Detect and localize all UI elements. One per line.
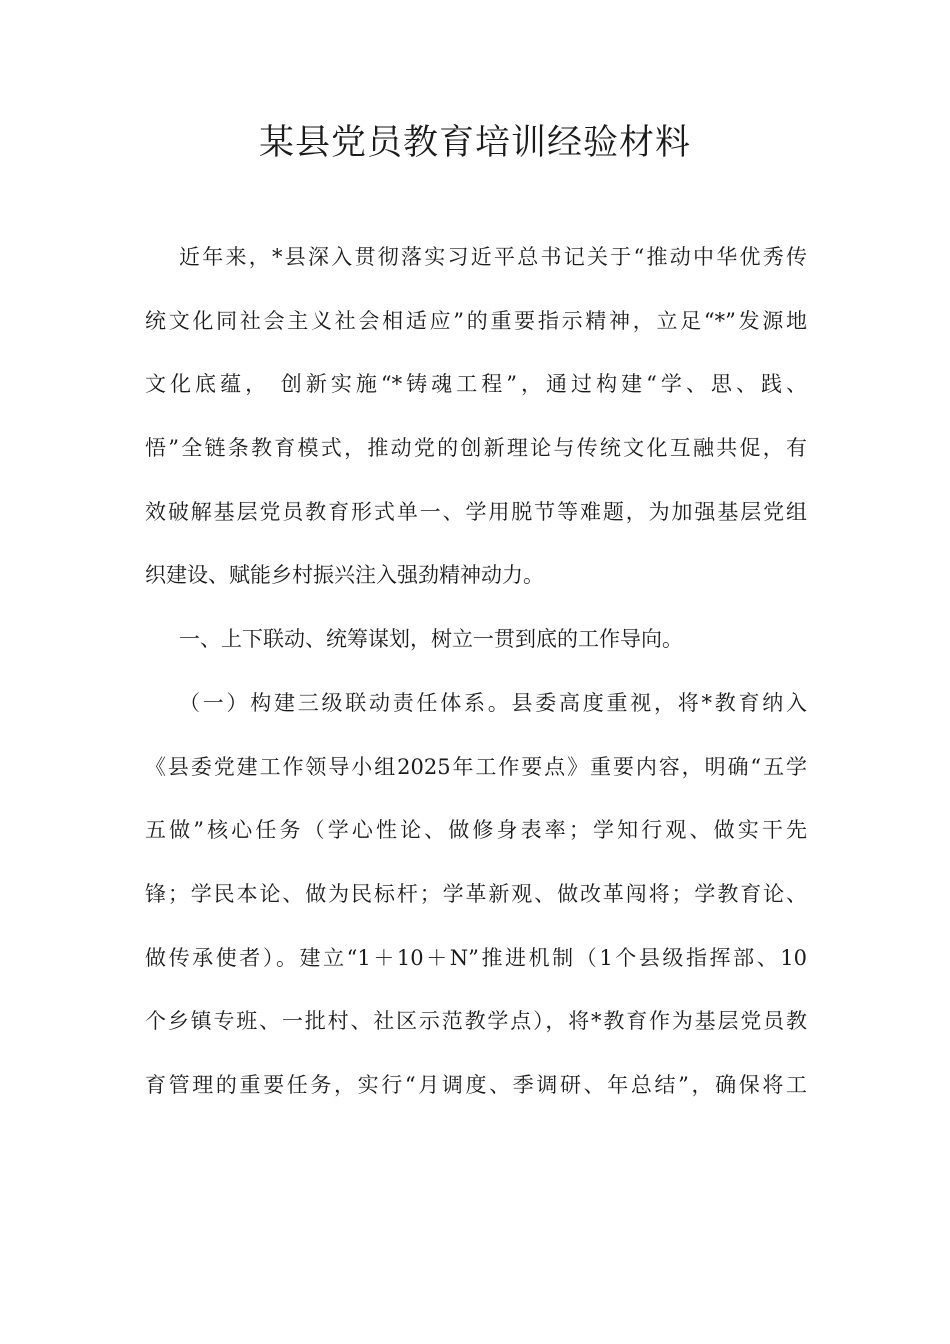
document-title: 某县党员教育培训经验材料	[258, 123, 691, 163]
section-heading: 一、上下联动、统筹谋划，树立一贯到底的工作导向。	[179, 627, 683, 652]
paragraph-line: 育管理的重要任务，实行“月调度、季调研、年总结”，确保将工	[145, 1072, 807, 1097]
paragraph-line: 织建设、赋能乡村振兴注入强劲精神动力。	[145, 563, 544, 588]
document-body	[145, 226, 807, 1118]
paragraph-line: 统文化同社会主义社会相适应”的重要指示精神，立足“*”发源地	[145, 308, 807, 333]
paragraph-line: 锋；学民本论、做为民标杆；学革新观、做改革闯将；学教育论、	[145, 881, 807, 906]
paragraph-line: 做传承使者）。建立“1＋10＋N”推进机制（1个县级指挥部、10	[145, 945, 807, 970]
paragraph-line: 悟”全链条教育模式，推动党的创新理论与传统文化互融共促，有	[145, 436, 807, 461]
paragraph-line: 《县委党建工作领导小组2025年工作要点》重要内容，明确“五学	[145, 754, 807, 779]
subsection-heading-line: （一）构建三级联动责任体系。县委高度重视，将*教育纳入	[179, 690, 807, 715]
paragraph-line: 个乡镇专班、一批村、社区示范教学点），将*教育作为基层党员教	[145, 1009, 807, 1034]
paragraph-line: 近年来，*县深入贯彻落实习近平总书记关于“推动中华优秀传	[179, 245, 807, 269]
paragraph-line: 文化底蕴， 创新实施“*铸魂工程”，通过构建“学、思、践、	[145, 372, 807, 397]
paragraph-line: 效破解基层党员教育形式单一、学用脱节等难题，为加强基层党组	[145, 499, 807, 524]
paragraph-line: 五做”核心任务（学心性论、做修身表率；学知行观、做实干先	[145, 818, 807, 843]
